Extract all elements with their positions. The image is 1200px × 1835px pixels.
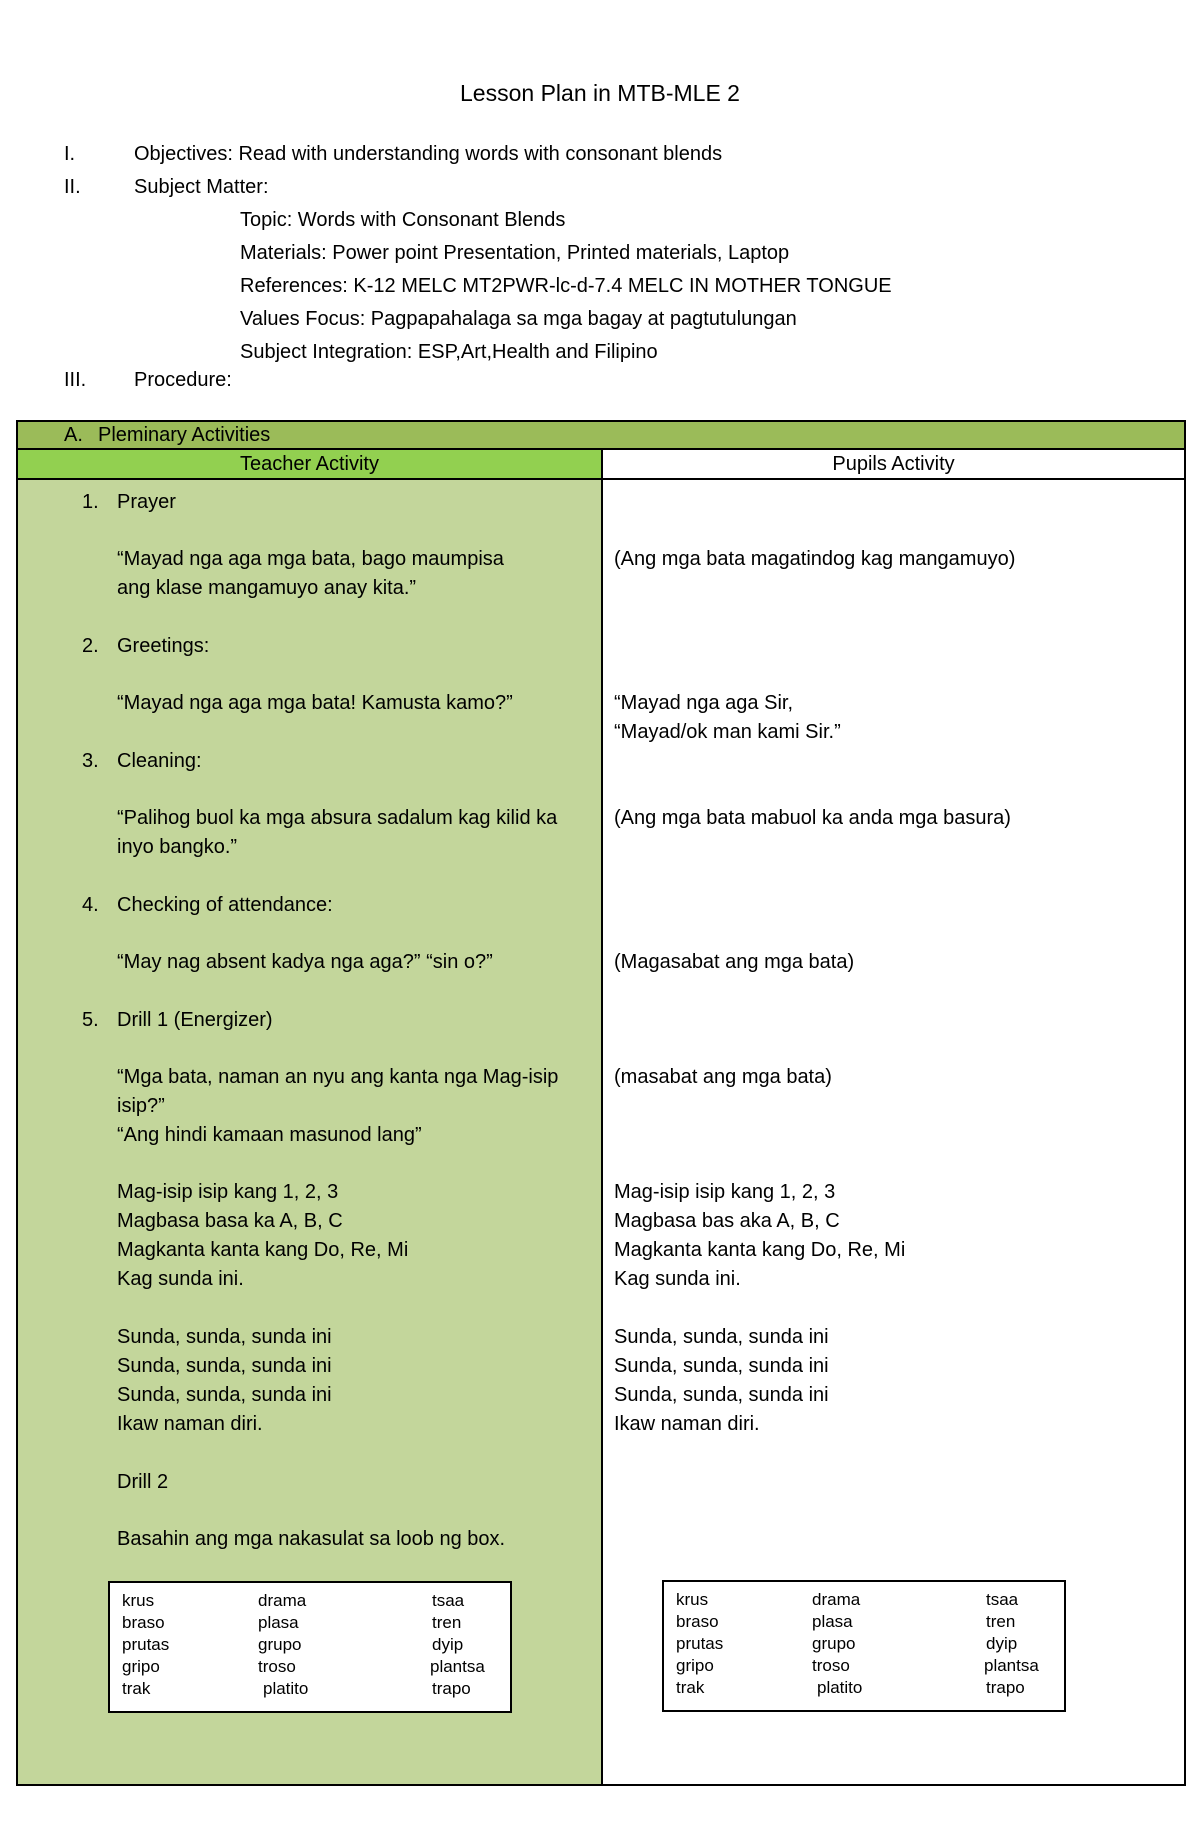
pupils-response: “Mayad nga aga Sir, (614, 692, 793, 714)
word: gripo (122, 1657, 160, 1676)
word: dyip (986, 1634, 1018, 1653)
drill2-line: Basahin ang mga nakasulat sa loob ng box. (117, 1528, 506, 1550)
subject-matter-row (64, 171, 722, 204)
word: platito (817, 1678, 863, 1697)
pupils-response: (Ang mga bata magatindog kag mangamuyo) (614, 548, 1016, 570)
song-line: Magkanta kanta kang Do, Re, Mi (117, 1239, 409, 1261)
objectives-row (64, 138, 722, 171)
song-line: Sunda, sunda, sunda ini (614, 1326, 829, 1348)
drill1-line: isip?” (117, 1095, 165, 1117)
subject-matter-label: Subject Matter: (134, 176, 269, 198)
word: braso (122, 1613, 165, 1632)
section-header (18, 422, 1184, 450)
attendance-line: “May nag absent kadya nga aga?” “sin o?” (117, 951, 493, 973)
word: tsaa (986, 1590, 1019, 1609)
song-line: Mag-isip isip kang 1, 2, 3 (117, 1181, 339, 1203)
word: krus (676, 1590, 709, 1609)
drill2-heading: Drill 2 (117, 1471, 169, 1493)
word: tsaa (432, 1591, 465, 1610)
song-line: Sunda, sunda, sunda ini (117, 1355, 332, 1377)
materials-line: Materials: Power point Presentation, Printed materials, Laptop (240, 242, 790, 264)
values-line: Values Focus: Pagpapahalaga sa mga bagay at pagtutulungan (240, 308, 797, 330)
word-box (662, 1580, 1066, 1712)
song-line: Magbasa basa ka A, B, C (117, 1210, 343, 1232)
section-title: Pleminary Activities (98, 423, 271, 446)
song-line: Sunda, sunda, sunda ini (117, 1384, 332, 1406)
word: tren (432, 1613, 462, 1632)
word: grupo (258, 1635, 302, 1654)
word: troso (258, 1657, 296, 1676)
procedure-label: Procedure: (134, 369, 232, 391)
roman-numeral: III. (64, 369, 87, 391)
word: dyip (432, 1635, 464, 1654)
drill1-heading: Drill 1 (Energizer) (117, 1009, 273, 1031)
item-number: 5. (82, 1009, 99, 1031)
item-number: 3. (82, 750, 99, 772)
item-number: 4. (82, 894, 99, 916)
activities-table (16, 420, 1186, 1786)
word: platito (263, 1679, 309, 1698)
pupils-response: (Magasabat ang mga bata) (614, 951, 855, 973)
drill1-line: “Mga bata, naman an nyu ang kanta nga Mag-isip (117, 1066, 559, 1088)
word: plantsa (430, 1657, 485, 1676)
integration-line: Subject Integration: ESP,Art,Health and Filipino (240, 341, 658, 363)
greetings-heading: Greetings: (117, 635, 210, 657)
song-line: Sunda, sunda, sunda ini (614, 1355, 829, 1377)
attendance-heading: Checking of attendance: (117, 894, 333, 916)
word: plasa (812, 1612, 853, 1631)
item-number: 2. (82, 635, 99, 657)
topic-line: Topic: Words with Consonant Blends (240, 209, 566, 231)
word: trak (122, 1679, 151, 1698)
cleaning-line: “Palihog buol ka mga absura sadalum kag kilid ka (117, 807, 558, 829)
section-letter: A. (64, 423, 83, 446)
song-line: Ikaw naman diri. (117, 1413, 263, 1435)
prayer-line: ang klase mangamuyo anay kita.” (117, 577, 417, 599)
roman-numeral: II. (64, 176, 81, 198)
drill1-line: “Ang hindi kamaan masunod lang” (117, 1124, 422, 1146)
word: prutas (122, 1635, 170, 1654)
item-number: 1. (82, 491, 99, 513)
procedure-row (64, 369, 232, 392)
cleaning-heading: Cleaning: (117, 750, 202, 772)
pupils-response: “Mayad/ok man kami Sir.” (614, 721, 841, 743)
song-line: Kag sunda ini. (117, 1268, 244, 1290)
song-line: Sunda, sunda, sunda ini (614, 1384, 829, 1406)
word: gripo (676, 1656, 714, 1675)
song-line: Sunda, sunda, sunda ini (117, 1326, 332, 1348)
word: drama (812, 1590, 861, 1609)
word: trak (676, 1678, 705, 1697)
word: grupo (812, 1634, 856, 1653)
roman-numeral: I. (64, 143, 76, 165)
document-title: Lesson Plan in MTB-MLE 2 (460, 80, 740, 106)
word: prutas (676, 1634, 724, 1653)
subject-matter-details (240, 204, 892, 369)
pupils-activity-header: Pupils Activity (603, 450, 1184, 480)
word: troso (812, 1656, 850, 1675)
song-line: Kag sunda ini. (614, 1268, 741, 1290)
word: drama (258, 1591, 307, 1610)
word: braso (676, 1612, 719, 1631)
greetings-line: “Mayad nga aga mga bata! Kamusta kamo?” (117, 692, 513, 714)
word: trapo (986, 1678, 1025, 1697)
prayer-line: “Mayad nga aga mga bata, bago maumpisa (117, 548, 504, 570)
pupils-response: (Ang mga bata mabuol ka anda mga basura) (614, 807, 1011, 829)
teacher-column (18, 480, 603, 1784)
cleaning-line: inyo bangko.” (117, 836, 238, 858)
teacher-activity-header: Teacher Activity (18, 450, 603, 480)
song-line: Magkanta kanta kang Do, Re, Mi (614, 1239, 906, 1261)
lesson-outline (64, 138, 722, 204)
word: plantsa (984, 1656, 1039, 1675)
song-line: Ikaw naman diri. (614, 1413, 760, 1435)
song-line: Mag-isip isip kang 1, 2, 3 (614, 1181, 836, 1203)
objectives-text: Objectives: Read with understanding words with consonant blends (134, 143, 723, 165)
prayer-heading: Prayer (117, 491, 176, 513)
word: plasa (258, 1613, 299, 1632)
song-line: Magbasa bas aka A, B, C (614, 1210, 840, 1232)
word: krus (122, 1591, 155, 1610)
word: tren (986, 1612, 1016, 1631)
word-box (108, 1581, 512, 1713)
references-line: References: K-12 MELC MT2PWR-lc-d-7.4 MELC IN MOTHER TONGUE (240, 275, 892, 297)
pupils-response: (masabat ang mga bata) (614, 1066, 832, 1088)
word: trapo (432, 1679, 471, 1698)
pupils-column (603, 480, 1184, 1784)
